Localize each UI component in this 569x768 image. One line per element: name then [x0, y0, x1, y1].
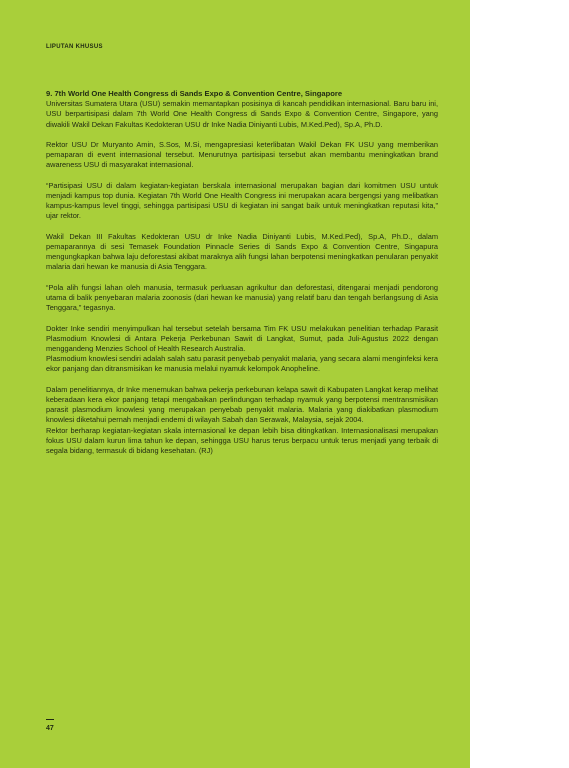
article-paragraph: Dokter Inke sendiri menyimpulkan hal tersebut setelah bersama Tim FK USU melakukan penelitian terhadap Parasit Plasmodium Knowlesi di Antara Pekerja Perkebunan Sawit di Langkat, Sumut, pada Juli-Agustus 2022 dengan menggandeng Menzies School of Health Research Australia.: [46, 323, 438, 353]
page-number: 47: [46, 725, 54, 732]
article-paragraph: Universitas Sumatera Utara (USU) semakin memantapkan posisinya di kancah pendidikan internasional. Baru baru ini, USU berpartisipasi dalam 7th World One Health Congress di Sands Expo & Convention Centre, Singapore, yang diwakili Wakil Dekan Fakultas Kedokteran USU dr Inke Nadia Diniyanti Lubis, M.Ked.Ped), Sp.A, Ph.D.: [46, 99, 438, 129]
right-margin-strip: [470, 0, 569, 768]
section-label: LIPUTAN KHUSUS: [46, 44, 103, 50]
article-body: [46, 89, 438, 466]
article-paragraph: Wakil Dekan III Fakultas Kedokteran USU dr Inke Nadia Diniyanti Lubis, M.Ked.Ped), Sp.A, Ph.D., dalam pemaparannya di sesi Temasek Foundation Pinnacle Series di Sands Expo & Convention Centre, Singapura mengungkapkan bahwa laju deforestasi akibat maraknya alih fungsi lahan berpotensi meningkatkan penularan penyakit malaria dari hewan ke manusia di Asia Tenggara.: [46, 231, 438, 272]
article-paragraph: “Partisipasi USU di dalam kegiatan-kegiatan berskala internasional merupakan bagian dari komitmen USU untuk menjadi kampus top dunia. Kegiatan 7th World One Health Congress ini merupakan acara bergengsi yang melibatkan kampus-kampus level tinggi, sehingga partisipasi USU di kegiatan ini sangat baik untuk meningkatkan reputasi kita,” ujar rektor.: [46, 180, 438, 221]
article-paragraph: Rektor berharap kegiatan-kegiatan skala internasional ke depan lebih bisa ditingkatkan. Internasionalisasi merupakan fokus USU dalam kurun lima tahun ke depan, sehingga USU harus terus berpacu untuk terus menjadi yang terbaik di segala bidang, termasuk di bidang kesehatan. (RJ): [46, 425, 438, 456]
footer-divider: [46, 719, 54, 720]
article-paragraph: “Pola alih fungsi lahan oleh manusia, termasuk perluasan agrikultur dan deforestasi, ditengarai menjadi pendorong utama di balik penyebaran malaria zoonosis (dari hewan ke manusia) yang relatif baru dan tengah berlangsung di Asia Tenggara,” tegasnya.: [46, 282, 438, 313]
article-paragraph: Plasmodium knowlesi sendiri adalah salah satu parasit penyebab penyakit malaria, yang secara alami menginfeksi kera ekor panjang dan ditransmisikan ke manusia melalui nyamuk kelompok Anopheline.: [46, 354, 438, 374]
article-paragraph: Dalam penelitiannya, dr Inke menemukan bahwa pekerja perkebunan kelapa sawit di Kabupaten Langkat kerap melihat keberadaan kera ekor panjang tetapi mengabaikan perlindungan terhadap nyamuk yang berpotensi mentransmisikan parasit plasmodium knowlesi yang merupakan penyebab penyakit malaria. Malaria yang diakibatkan plasmodium knowlesi diketahui pernah menjadi endemi di wilayah Sabah dan Serawak, Malaysia, sejak 2004.: [46, 384, 438, 425]
article-paragraph: Rektor USU Dr Muryanto Amin, S.Sos, M.Si, mengapresiasi keterlibatan Wakil Dekan FK USU yang memberikan pemaparan di event internasional tersebut. Menurutnya partisipasi tersebut akan membantu meningkatkan brand awareness USU di masyarakat internasional.: [46, 140, 438, 170]
article-heading: 9. 7th World One Health Congress di Sands Expo & Convention Centre, Singapore: [46, 89, 343, 98]
